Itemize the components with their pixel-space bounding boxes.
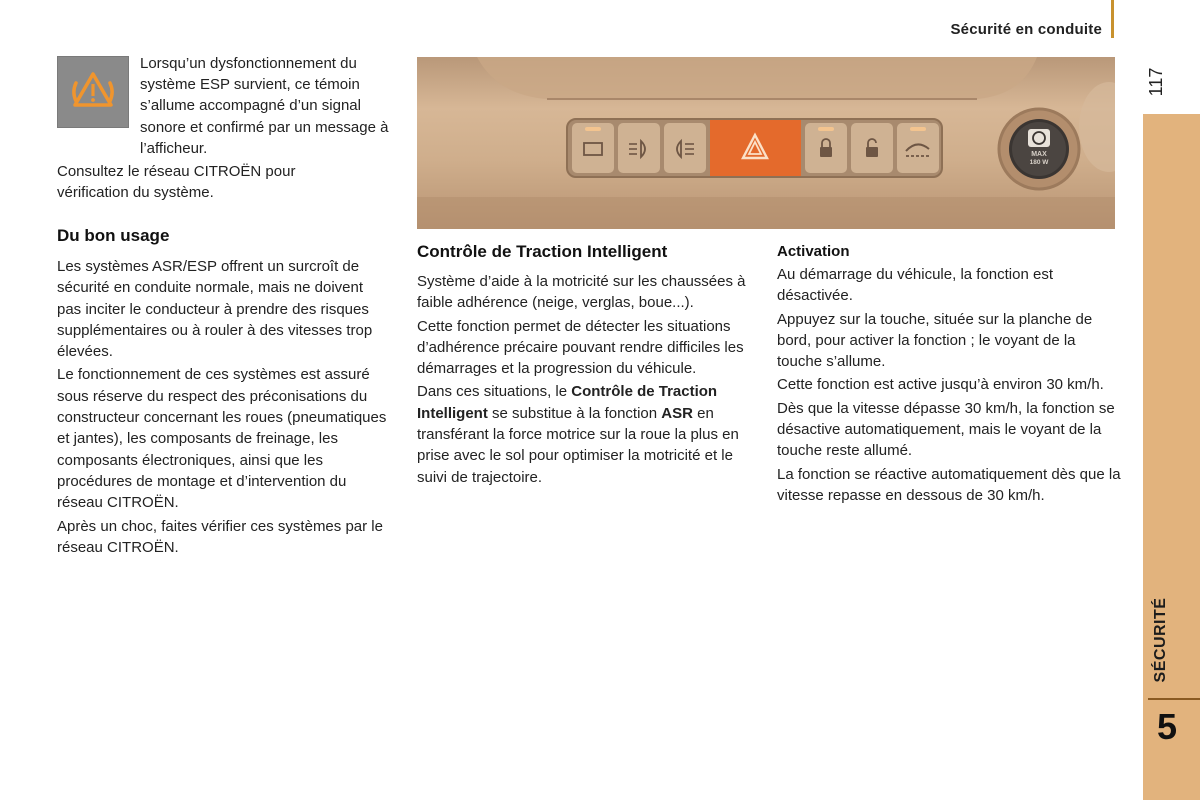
chapter-label: SÉCURITÉ <box>1152 597 1169 683</box>
section-heading-usage: Du bon usage <box>57 226 170 245</box>
usage-paragraph: Après un choc, faites vérifier ces systèmes par le réseau CITROËN. <box>57 517 383 556</box>
traction-paragraph: Système d’aide à la motricité sur les chaussées à faible adhérence (neige, verglas, boue...). <box>417 273 746 312</box>
header-divider <box>1111 0 1114 38</box>
usage-paragraph: Le fonctionnement de ces systèmes est assuré sous réserve du respect des préconisations du constructeur concernant les roues (pneumatiques et jantes), les composants de freinage, les composants électroniques, ainsi que les procédures de montage et d’intervention du réseau CITROËN. <box>57 366 387 512</box>
activation-paragraph: La fonction se réactive automatiquement dès que la vitesse repasse en dessous de 30 km/h. <box>777 465 1121 504</box>
chapter-number: 5 <box>1156 706 1178 747</box>
rear-fog-icon <box>664 123 706 173</box>
bold-term: ASR <box>661 404 693 422</box>
warning-description: Lorsqu’un dysfonctionnement du système ESP survient, ce témoin s’allume accompagné d’un signal sonore et confirmé par un message à l’afficheur. <box>140 55 389 157</box>
page-number: 117 <box>1146 67 1166 97</box>
child-lock-icon <box>851 123 893 173</box>
activation-paragraph: Cette fonction est active jusqu’à environ 30 km/h. <box>777 376 1104 394</box>
activation-paragraph: Appuyez sur la touche, située sur la planche de bord, pour activer la fonction ; le voyant de la touche s’allume. <box>777 310 1093 371</box>
esp-warning-triangle-icon <box>57 56 129 128</box>
text-run: en transférant la force motrice sur la roue la plus en prise avec le sol pour optimiser la motricité et le suivi de trajectoire. <box>417 404 739 486</box>
socket-label-wattage: 180 W <box>1029 159 1049 166</box>
section-title: Sécurité en conduite <box>950 21 1102 38</box>
chapter-divider <box>1148 698 1200 700</box>
front-fog-icon <box>618 123 660 173</box>
section-heading-traction: Contrôle de Traction Intelligent <box>417 242 668 261</box>
traction-control-icon <box>897 123 939 173</box>
activation-paragraph: Au démarrage du véhicule, la fonction est désactivée. <box>777 266 1053 305</box>
hazard-warning-icon <box>710 120 801 176</box>
traction-paragraph <box>417 381 762 487</box>
text-run: se substitue à la fonction <box>487 404 662 422</box>
bold-term: Contrôle de Traction Intelligent <box>417 383 718 422</box>
central-lock-icon <box>805 123 847 173</box>
usage-paragraph: Les systèmes ASR/ESP offrent un surcroît de sécurité en conduite normale, mais ne doivent pas inciter le conducteur à prendre des risques supplémentaires ou à rouler à des vitesses trop élevées. <box>57 258 373 361</box>
text-run: Dans ces situations, le <box>417 383 572 401</box>
rear-defrost-icon <box>572 123 614 173</box>
dashboard-switch-panel-photo <box>417 57 1115 229</box>
section-heading-activation: Activation <box>777 243 850 260</box>
activation-paragraph: Dès que la vitesse dépasse 30 km/h, la fonction se désactive automatiquement, mais le voyant de la touche reste allumé. <box>777 399 1115 460</box>
power-socket-icon <box>999 109 1079 189</box>
consult-text: Consultez le réseau CITROËN pour vérification du système. <box>57 163 296 202</box>
socket-label-max: MAX <box>1031 151 1047 158</box>
traction-paragraph: Cette fonction permet de détecter les situations d’adhérence précaire pouvant rendre difficiles les démarrages et la progression du véhicule. <box>417 317 744 378</box>
